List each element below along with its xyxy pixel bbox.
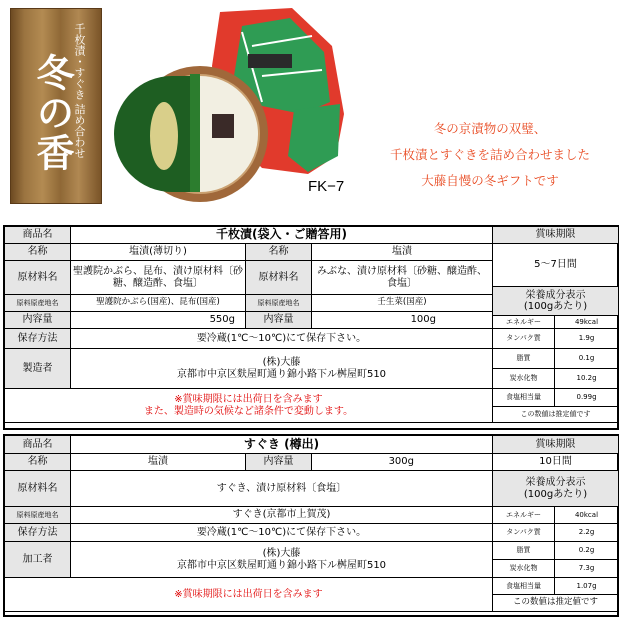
- nutrition-name: エネルギー: [493, 316, 555, 329]
- maker: [71, 349, 493, 389]
- note-line: また、製造時の気候など諸条件で変動します。: [143, 405, 354, 417]
- label-content: 内容量: [246, 312, 312, 329]
- storage: 要冷蔵(1℃〜10℃)にて保存下さい。: [71, 329, 493, 349]
- senmaizuke-spec-table: [4, 226, 619, 423]
- nutrition-value: 7.3g: [555, 560, 619, 578]
- note-line: ※賞味期限には出荷日を含みます: [174, 588, 323, 600]
- nutrition-name: 炭水化物: [493, 560, 555, 578]
- label-processor: 加工者: [5, 542, 71, 578]
- notes: [5, 578, 493, 612]
- tagline-line: 大藤自慢の冬ギフトです: [421, 173, 559, 188]
- label-product: 商品名: [5, 436, 71, 454]
- nutrition-title: 栄養成分表示: [525, 477, 586, 488]
- ingredients: すぐき、漬け原材料〔食塩〕: [71, 471, 493, 507]
- tagline-line: 千枚漬とすぐきを詰め合わせました: [389, 147, 590, 162]
- right-origin: 壬生菜(国産): [312, 295, 493, 312]
- nutrition-value: 1.9g: [555, 329, 619, 349]
- nutrition-value: 10.2g: [555, 369, 619, 389]
- tagline-line: 冬の京漬物の双璧、: [433, 121, 547, 136]
- label-storage: 保存方法: [5, 524, 71, 542]
- label-content: 内容量: [5, 312, 71, 329]
- nutrition-heading: [493, 471, 619, 507]
- label-origin: 原料原産地名: [246, 295, 312, 312]
- maker-name: (株)大藤: [262, 357, 301, 368]
- origin: すぐき(京都市上賀茂): [71, 507, 493, 524]
- tagline: [360, 116, 620, 194]
- label-ingredients: 原材料名: [5, 261, 71, 295]
- nutrition-name: エネルギー: [493, 507, 555, 524]
- storage: 要冷蔵(1℃〜10℃)にて保存下さい。: [71, 524, 493, 542]
- nutrition-name: タンパク質: [493, 524, 555, 542]
- expiry: 10日間: [493, 454, 619, 471]
- nutrition-value: 2.2g: [555, 524, 619, 542]
- product-code: FK−7: [308, 178, 345, 195]
- nutrition-title: 栄養成分表示: [525, 289, 586, 301]
- label-ingredients: 原材料名: [5, 471, 71, 507]
- nutrition-note: この数値は推定値です: [493, 407, 619, 423]
- label-expiry: 賞味期限: [493, 227, 619, 244]
- name: 塩漬: [71, 454, 246, 471]
- label-content: 内容量: [246, 454, 312, 471]
- right-content: 100g: [312, 312, 493, 329]
- expiry: 5〜7日間: [493, 244, 619, 287]
- nutrition-value: 49kcal: [555, 316, 619, 329]
- left-content: 550g: [71, 312, 246, 329]
- nutrition-name: 脂質: [493, 542, 555, 560]
- notes: [5, 389, 493, 423]
- nutrition-heading: [493, 287, 619, 316]
- label-origin: 原料原産地名: [5, 507, 71, 524]
- product-name: 千枚漬(袋入・ご贈答用): [71, 227, 493, 244]
- nutrition-name: 脂質: [493, 349, 555, 369]
- label-storage: 保存方法: [5, 329, 71, 349]
- left-ingredients: 聖護院かぶら、昆布、漬け原材料〔砂糖、醸造酢、食塩〕: [71, 261, 246, 295]
- label-name: 名称: [5, 244, 71, 261]
- right-name: 塩漬: [312, 244, 493, 261]
- label-product: 商品名: [5, 227, 71, 244]
- label-expiry: 賞味期限: [493, 436, 619, 454]
- nutrition-name: 炭水化物: [493, 369, 555, 389]
- nutrition-value: 0.99g: [555, 389, 619, 407]
- product-name: すぐき (樽出): [71, 436, 493, 454]
- left-origin: 聖護院かぶら(国産)、昆布(国産): [71, 295, 246, 312]
- nutrition-name: 食塩相当量: [493, 389, 555, 407]
- nutrition-note: この数値は推定値です: [493, 595, 619, 612]
- nutrition-value: 0.2g: [555, 542, 619, 560]
- note-line: ※賞味期限には出荷日を含みます: [174, 394, 323, 405]
- label-name: 名称: [246, 244, 312, 261]
- label-maker: 製造者: [5, 349, 71, 389]
- nutrition-value: 1.07g: [555, 578, 619, 595]
- nutrition-basis: (100gあたり): [523, 488, 588, 500]
- label-origin: 原料原産地名: [5, 295, 71, 312]
- nutrition-basis: (100gあたり): [523, 301, 588, 312]
- product-header: [0, 0, 620, 224]
- left-name: 塩漬(薄切り): [71, 244, 246, 261]
- maker-address: 京都市中京区麩屋町通り錦小路下ル桝屋町510: [176, 559, 387, 571]
- wooden-sign: [10, 8, 102, 204]
- suguki-spec-table: [4, 435, 619, 612]
- label-name: 名称: [5, 454, 71, 471]
- sign-title: 冬の香: [30, 53, 75, 173]
- nutrition-name: タンパク質: [493, 329, 555, 349]
- nutrition-value: 0.1g: [555, 349, 619, 369]
- nutrition-name: 食塩相当量: [493, 578, 555, 595]
- maker-name: (株)大藤: [262, 548, 301, 559]
- content: 300g: [312, 454, 493, 471]
- product-photo: [112, 6, 352, 202]
- sign-subtitle: 千枚漬・すぐき 詰め合わせ: [73, 23, 86, 159]
- right-ingredients: みぶな、漬け原材料〔砂糖、醸造酢、食塩〕: [312, 261, 493, 295]
- label-ingredients: 原材料名: [246, 261, 312, 295]
- maker-address: 京都市中京区麩屋町通り錦小路下ル桝屋町510: [176, 368, 387, 380]
- nutrition-value: 40kcal: [555, 507, 619, 524]
- maker: [71, 542, 493, 578]
